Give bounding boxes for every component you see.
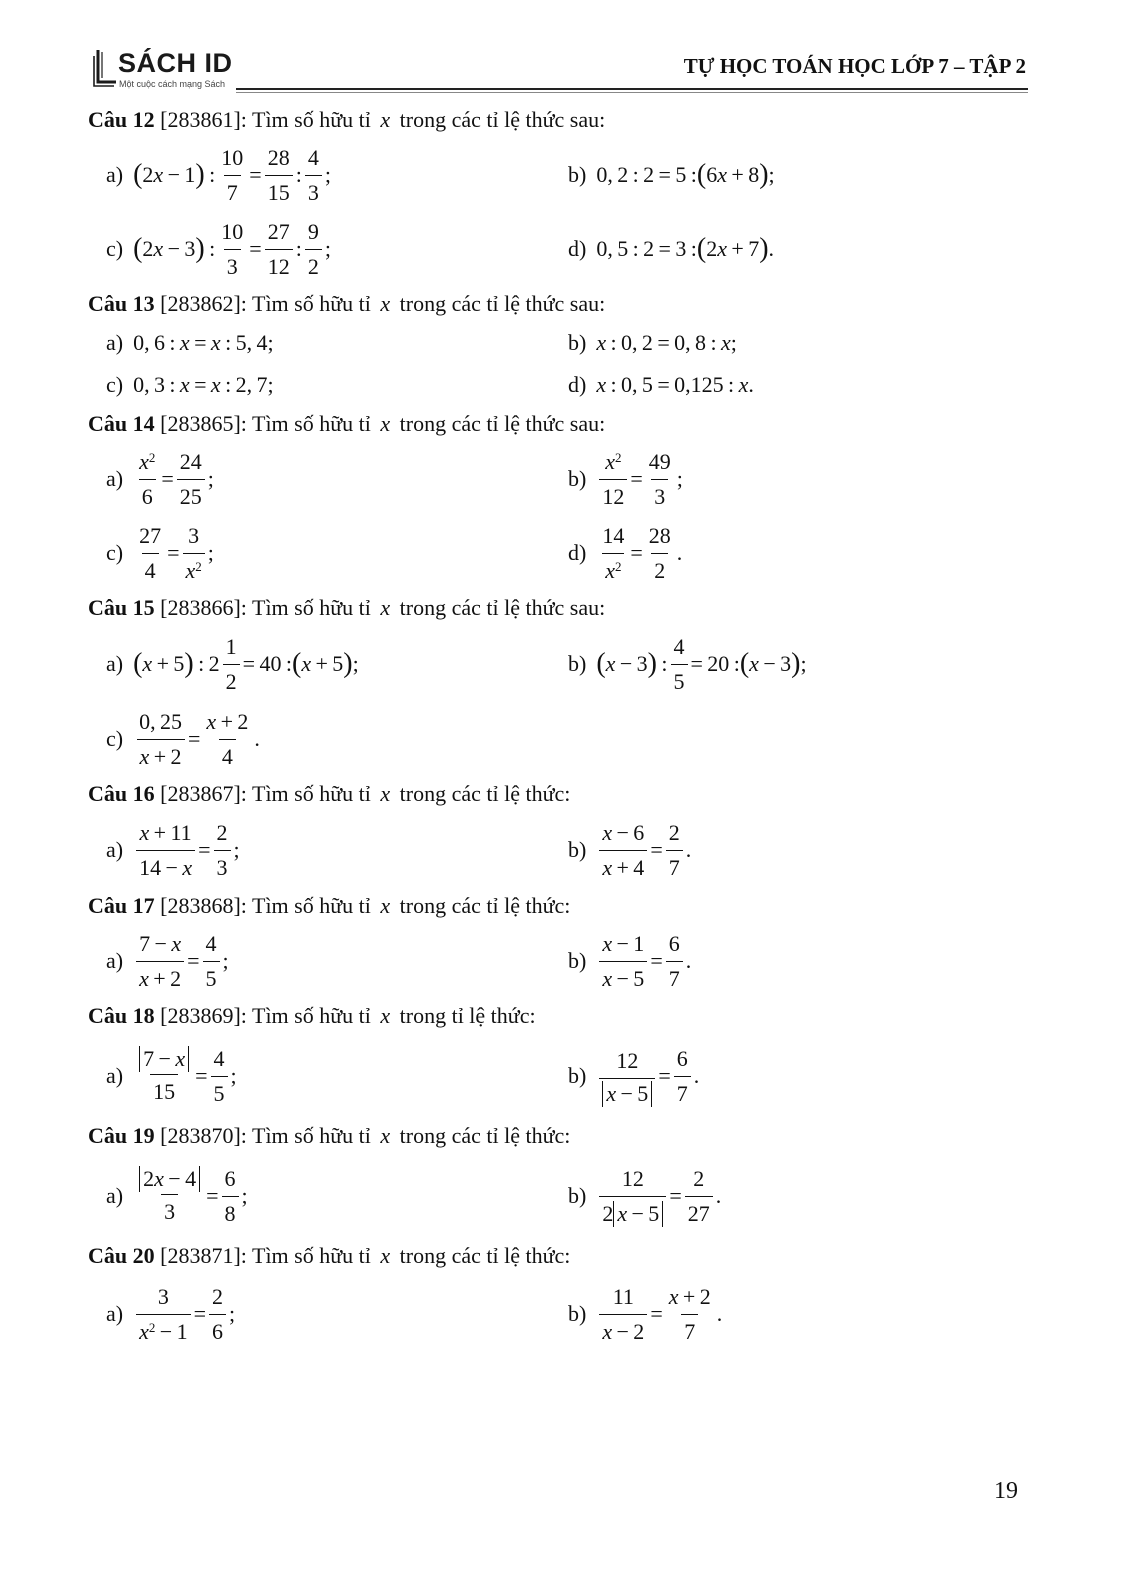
header-divider-thin (236, 92, 1028, 93)
book-logo-icon (92, 48, 118, 88)
exercise-item: a) $\frac{7 - x}{15}$ = $\frac{4}{5}$ ; (88, 1044, 568, 1109)
exercise-item: c) 0, 25 x + 2 = x + 2 4 . (88, 707, 568, 772)
sachid-logo (92, 42, 232, 94)
exercise-item: a) ( 2 x − 1 ) : $\frac{10}{7}$ = $\frac{28}{15}$ : $\frac{4}{3}$ ; (88, 143, 568, 208)
exercise-list (88, 100, 1028, 1354)
question-18 (88, 998, 1028, 1118)
question-20 (88, 1238, 1028, 1354)
exercise-item: a) $\frac{2x - 4}{3}$ = $\frac{6}{8}$ ; (88, 1164, 568, 1229)
exercise-item: b) x − 6 x + 4 = $\frac{2}{7}$ . (568, 818, 1028, 883)
exercise-item: d) x : 0, 5 = 0,125 : x . (568, 372, 754, 397)
exercise-item: b) 11 x − 2 = x + 2 7 . (568, 1282, 1028, 1347)
question-14 (88, 406, 1028, 590)
question-15 (88, 590, 1028, 776)
exercise-item: b) $\frac{12}{x - 5}$ = $\frac{6}{7}$ . (568, 1044, 1028, 1109)
logo-tagline: Một cuộc cách mạng Sách (119, 79, 226, 89)
exercise-item: a) 7 − x x + 2 = $\frac{4}{5}$ ; (88, 929, 568, 994)
question-16 (88, 776, 1028, 888)
exercise-item: b) ( x − 3 ) : $\frac{4}{5}$ = 20 : ( x − 3 ) ; (568, 632, 1028, 697)
exercise-item: a) ( x + 5 ) : 2 $\frac{1}{2}$ = 40 : ( x + 5 ) ; (88, 632, 568, 697)
exercise-item: d) 0, 5 : 2 = 3 : ( 2 x + 7 ) . (568, 233, 775, 264)
page-header (0, 0, 1122, 100)
exercise-item: a) 3 x $^2$ − 1 = $\frac{2}{6}$ ; (88, 1282, 568, 1347)
exercise-item: a) 0, 6 : x = x : 5, 4; (106, 330, 274, 355)
exercise-item: b) 12 2 x − 5 = $\frac{2}{27}$ . (568, 1164, 1028, 1229)
question-heading: Câu 13 [283862]: Tìm số hữu tỉ x trong các tỉ lệ thức sau: (88, 291, 606, 316)
exercise-item: b) x $^2$ 12 = $\frac{49}{3}$ ; (568, 447, 1028, 512)
question-17 (88, 888, 1028, 998)
exercise-item: c) ( 2 x − 3 ) : $\frac{10}{3}$ = $\frac{27}{12}$ : $\frac{9}{2}$ ; (88, 217, 568, 282)
question-heading: Câu 19 [283870]: Tìm số hữu tỉ x trong các tỉ lệ thức: (88, 1123, 571, 1148)
exercise-item: a) x $^2$ 6 = $\frac{24}{25}$ ; (88, 447, 568, 512)
page-number: 19 (994, 1478, 1018, 1504)
question-heading: Câu 20 [283871]: Tìm số hữu tỉ x trong các tỉ lệ thức: (88, 1243, 571, 1268)
book-title: TỰ HỌC TOÁN HỌC LỚP 7 – TẬP 2 (683, 54, 1026, 78)
exercise-item: b) x : 0, 2 = 0, 8 : x ; (568, 330, 737, 355)
exercise-item: d) 14 x $^2$ = $\frac{28}{2}$ . (568, 521, 1028, 586)
logo-text: SÁCH ID (118, 48, 233, 78)
exercise-item: b) x − 1 x − 5 = $\frac{6}{7}$ . (568, 929, 1028, 994)
question-heading: Câu 17 [283868]: Tìm số hữu tỉ x trong các tỉ lệ thức: (88, 893, 571, 918)
question-heading: Câu 15 [283866]: Tìm số hữu tỉ x trong các tỉ lệ thức sau: (88, 595, 606, 620)
question-19 (88, 1118, 1028, 1238)
question-heading: Câu 16 [283867]: Tìm số hữu tỉ x trong các tỉ lệ thức: (88, 781, 571, 806)
question-13 (88, 286, 1028, 406)
exercise-item: b) 0, 2 : 2 = 5 : ( 6 x + 8 ) ; (568, 159, 775, 190)
question-heading: Câu 12 [283861]: Tìm số hữu tỉ x trong các tỉ lệ thức sau: (88, 107, 606, 132)
header-divider (236, 88, 1028, 90)
question-12 (88, 102, 1028, 286)
question-heading: Câu 18 [283869]: Tìm số hữu tỉ x trong tỉ lệ thức: (88, 1003, 536, 1028)
exercise-item: a) x + 11 14 − x = $\frac{2}{3}$ ; (88, 818, 568, 883)
question-heading: Câu 14 [283865]: Tìm số hữu tỉ x trong các tỉ lệ thức sau: (88, 411, 606, 436)
exercise-item: c) 0, 3 : x = x : 2, 7; (106, 372, 274, 397)
exercise-item: c) $\frac{27}{4}$ = 3 x $^2$ ; (88, 521, 568, 586)
